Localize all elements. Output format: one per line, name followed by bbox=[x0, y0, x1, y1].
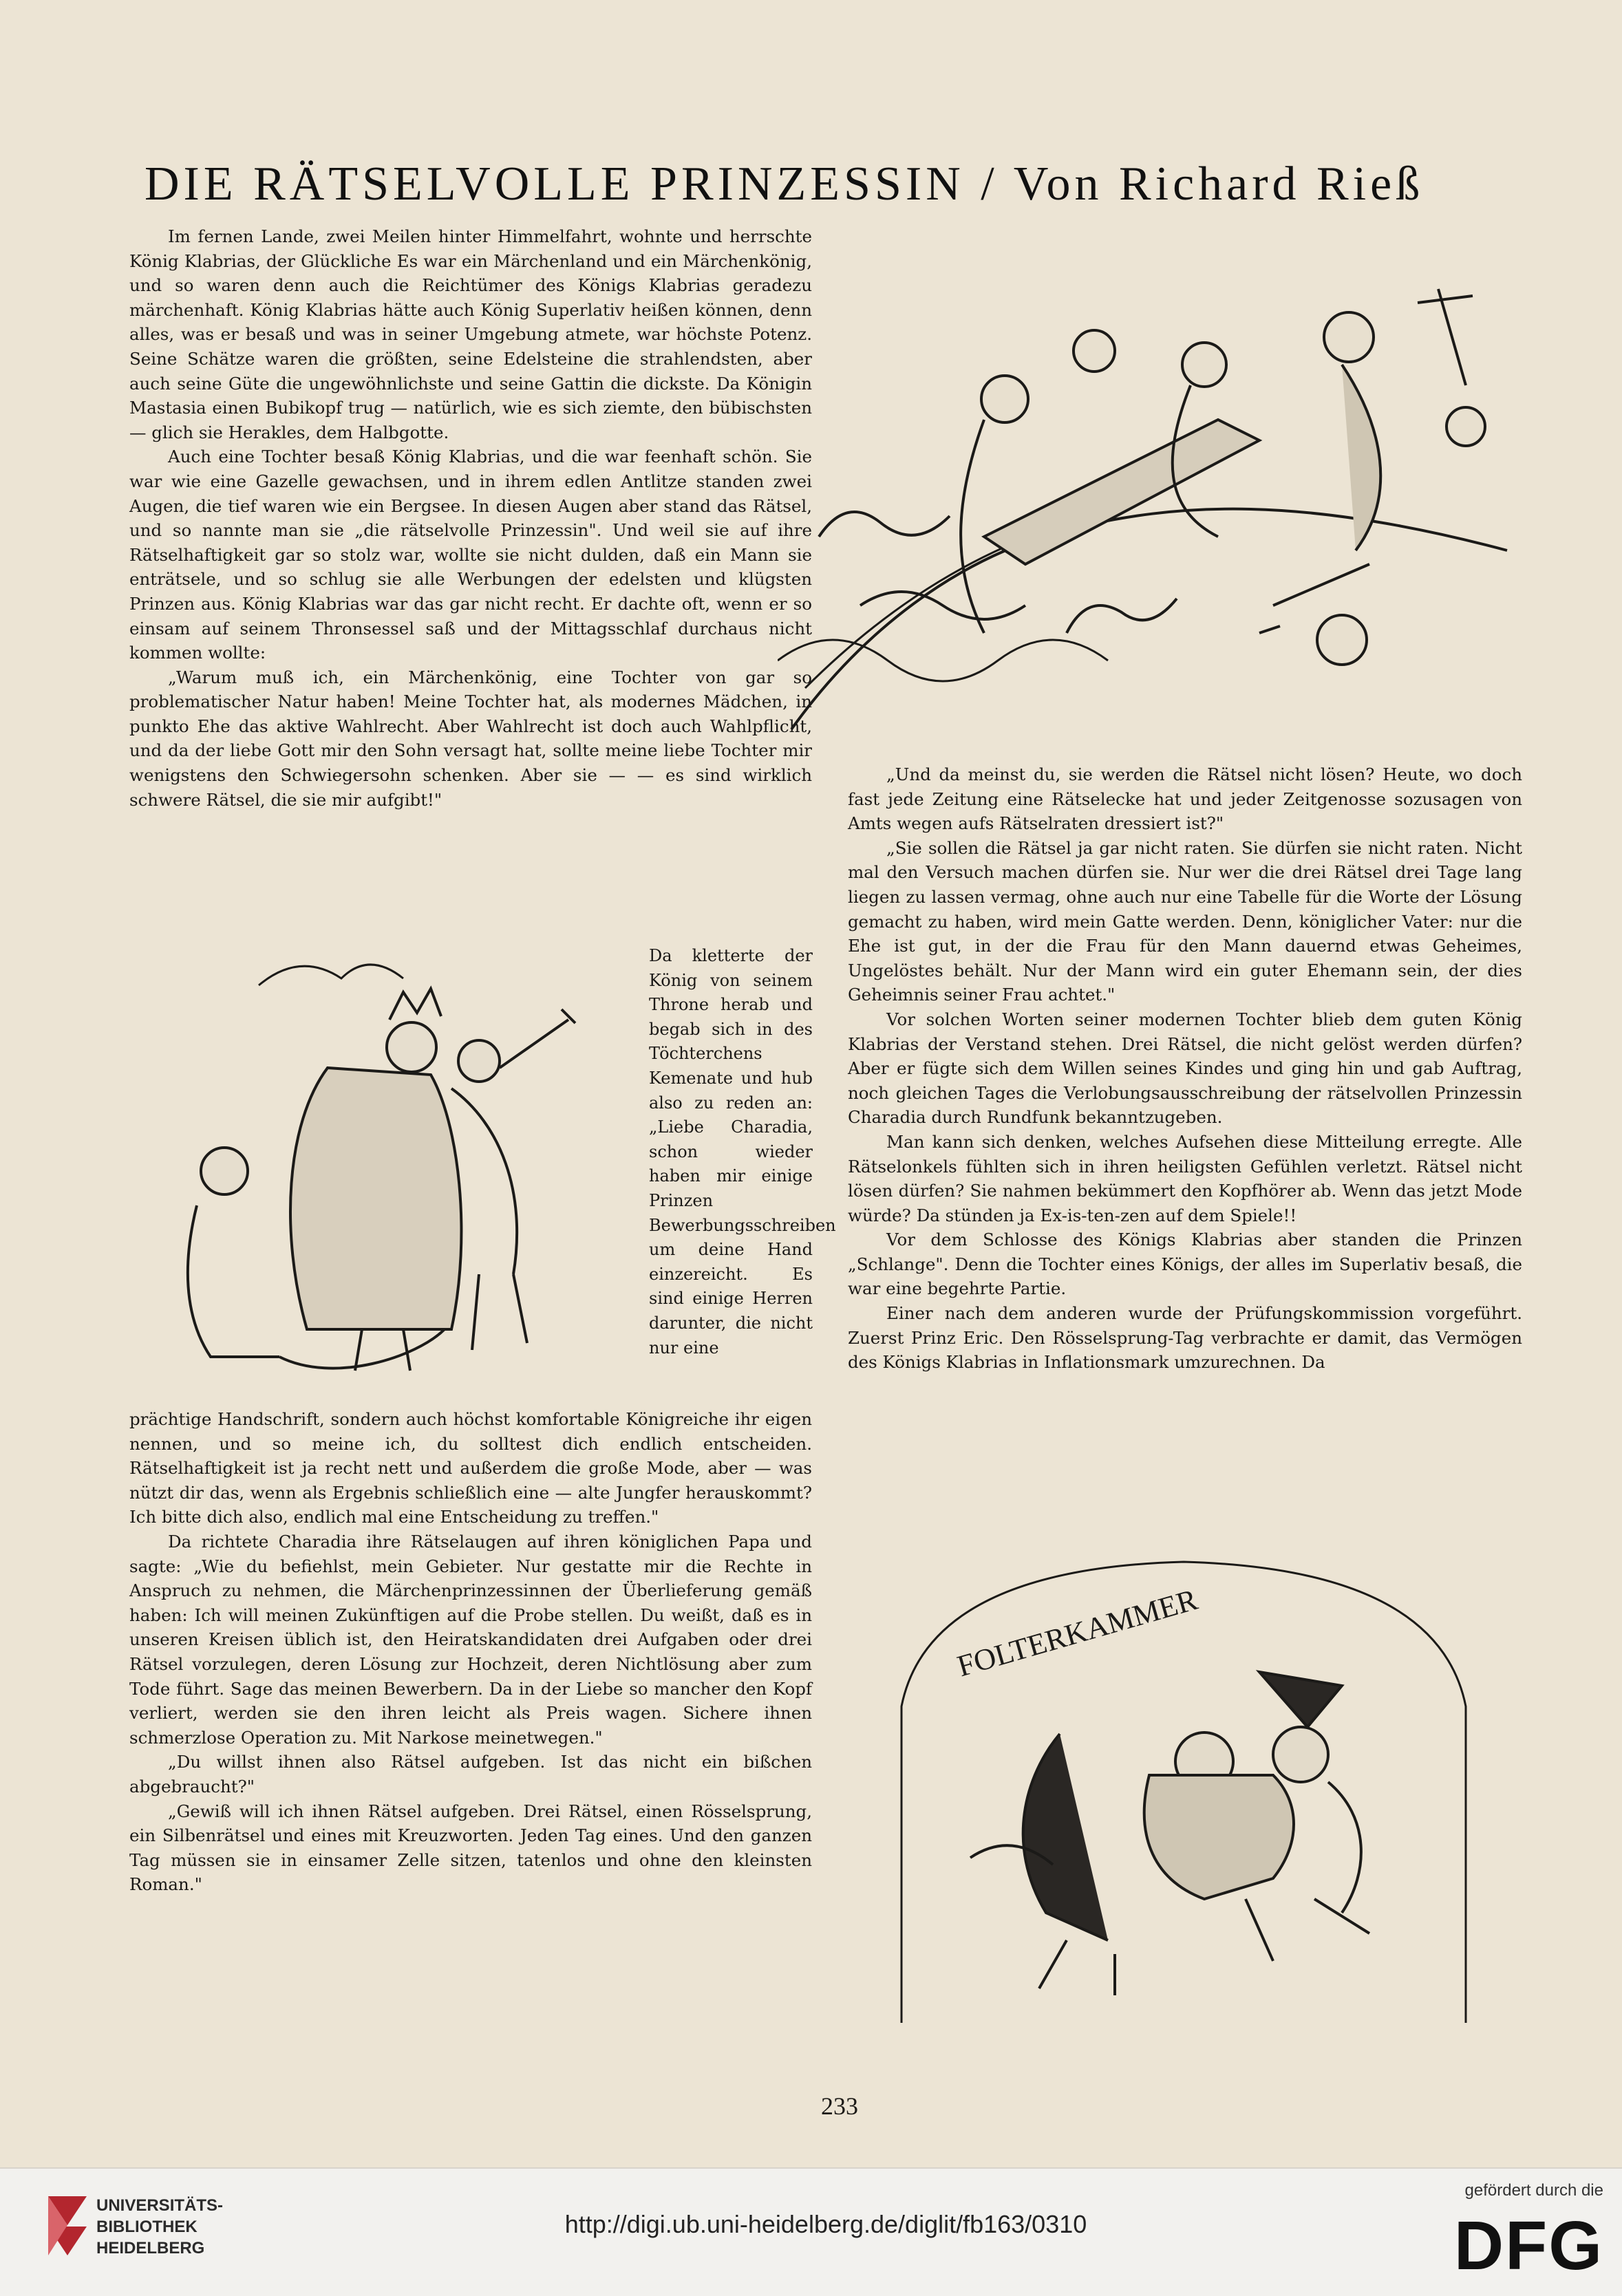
illustration-royal-court bbox=[778, 248, 1522, 743]
paragraph: „Gewiß will ich ihnen Rätsel aufgeben. Drei Rätsel, einen Rösselsprung, ein Silbenrätsel und eines mit Kreuzworten. Jeden Tag eines. Und den ganzen Tag müssen sie in einsamer Zelle sitzen, tatenlos und ohne den kleinsten Roman." bbox=[129, 1801, 812, 1895]
paragraph: prächtige Handschrift, sondern auch höchst komfortable Königreiche ihr eigen nennen, und so meine ich, du solltest dich endlich entscheiden. Rätselhaftigkeit ist ja recht nett und außerdem die große Mode, aber — was nützt dir das, wenn als Ergebnis schließlich eine — alte Jungfer herauskommt? Ich bitte dich also, endlich mal eine Entscheidung zu treffen." bbox=[129, 1409, 812, 1527]
permalink-url[interactable]: http://digi.ub.uni-heidelberg.de/diglit/fb163/0310 bbox=[564, 2210, 1087, 2238]
university-library-logo-icon[interactable] bbox=[48, 2196, 87, 2255]
university-library-name[interactable]: UNIVERSITÄTS- BIBLIOTHEK HEIDELBERG bbox=[96, 2196, 224, 2257]
article-title: DIE RÄTSELVOLLE PRINZESSIN / Von Richard Rieß bbox=[145, 158, 1424, 211]
left-column-top bbox=[129, 224, 812, 943]
paragraph: Da richtete Charadia ihre Rätselaugen auf ihren königlichen Papa und sagte: „Wie du befiehlst, mein Gebieter. Nur gestatte mir die Rechte in Anspruch zu nehmen, die Märchenprinzessinnen der Überlieferung gemäß haben: Ich will meinen Zukünftigen auf die Probe stellen. Du weißt, daß es in unseren Kreisen üblich ist, den Heiratskandidaten drei Aufgaben oder drei Rätsel vorzulegen, deren Lösung zur Hochzeit, deren Nichtlösung aber zum Tode führt. Sage das meinen Bewerbern. Da in der Liebe so mancher den Kopf verliert, werden sie den ihren leicht als Preis wagen. Sichere ihnen schmerzlose Operation zu. Mit Narkose meinetwegen." bbox=[129, 1531, 812, 1748]
paragraph: Im fernen Lande, zwei Meilen hinter Himmelfahrt, wohnte und herrschte König Klabrias, der Glückliche Es war ein Märchenland und ein Märchenkönig, und so waren denn auch die Reichtümer des Königs Klabrias geradezu märchenhaft. König Klabrias hätte auch König Superlativ heißen können, denn alles, was er besaß und was in seiner Umgebung atmete, war höchste Potenz. Seine Schätze waren die größten, seine Edelsteine die strahlendsten, aber auch seine Güte die ungewöhnlichste und seine Gattin die dickste. Da Königin Mastasia einen Bubikopf trug — natürlich, wie es sich ziemte, den bübischsten — glich sie Herakles, dem Halbgotte. bbox=[129, 226, 812, 442]
paragraph: Einer nach dem anderen wurde der Prüfungskommission vorgeführt. Zuerst Prinz Eric. Den Rösselsprung-Tag verbrachte er damit, das Vermögen des Königs Klabrias in Inflationsmark umzurechnen. Da bbox=[848, 1303, 1522, 1373]
illustration-king-and-daughter bbox=[156, 944, 648, 1384]
paragraph: Vor solchen Worten seiner modernen Tochter blieb dem guten König Klabrias der Verstand stehen. Drei Rätsel, die nicht gelöst werden dürfen? Aber er fügte sich dem Willen seines Kindes und ging hin und gab Auftrag, noch gleichen Tages die Verlobungsausschreibung der rätselvollen Prinzessin Charadia durch Rundfunk bekanntzugeben. bbox=[848, 1009, 1522, 1128]
paragraph: Auch eine Tochter besaß König Klabrias, und die war feenhaft schön. Sie war wie eine Gazelle gewachsen, und in ihrem edlen Antlitze standen zwei Augen, die tief waren wie ein Bergsee. In diesen Augen aber stand das Rätsel, und so nannte man sie „die rätselvolle Prinzessin". Und weil sie auf ihre Rätselhaftigkeit gar so stolz war, wollte sie nicht dulden, daß ein Mann sie enträtsele, und so schlug sie alle Werbungen der edelsten und klügsten Prinzen aus. König Klabrias war das gar nicht recht. Er dachte oft, wenn er so einsam auf seinem Thronsessel saß und der Mittagsschlaf durchaus nicht kommen wollte: bbox=[129, 447, 812, 663]
illustration-caption: FOLTERKAMMER bbox=[953, 1582, 1202, 1684]
paragraph: „Warum muß ich, ein Märchenkönig, eine Tochter von gar so problematischer Natur haben! Meine Tochter hat, als modernes Mädchen, in punkto Ehe das aktive Wahlrecht. Aber Wahlrecht ist doch auch Wahlpflicht, und da der liebe Gott mir den Sohn versagt hat, sollte meine liebe Tochter mir wenigstens den Schwiegersohn schenken. Aber sie — — es sind wirklich schwere Rätsel, die sie mir aufgibt!" bbox=[129, 667, 812, 810]
paragraph: Man kann sich denken, welches Aufsehen diese Mitteilung erregte. Alle Rätselonkels fühlten sich in ihren heiligsten Gefühlen verletzt. Rätsel nicht lösen dürfen? Sie nahmen bekümmert den Kopfhörer ab. Wenn das jetzt Mode würde? Da stünden ja Ex-is-ten-zen auf dem Spiele!! bbox=[848, 1131, 1522, 1225]
left-column-narrow bbox=[649, 944, 836, 1384]
sponsor-caption: gefördert durch die bbox=[1464, 2181, 1603, 2200]
viewer-footer bbox=[0, 2167, 1622, 2296]
paragraph: „Du willst ihnen also Rätsel aufgeben. Ist das nicht ein bißchen abgebraucht?" bbox=[129, 1752, 812, 1796]
paragraph: „Und da meinst du, sie werden die Rätsel nicht lösen? Heute, wo doch fast jede Zeitung eine Rätselecke hat und jeder Zeitgenosse sozusagen von Amts wegen aufs Rätselraten dressiert ist?" bbox=[848, 764, 1522, 834]
illustration-torture-chamber bbox=[888, 1555, 1480, 2030]
left-column-bottom bbox=[129, 1407, 812, 1992]
paragraph: „Sie sollen die Rätsel ja gar nicht raten. Sie dürfen sie nicht raten. Nicht mal den Versuch machen dürfen sie. Nur wer die drei Rätsel drei Tage lang liegen zu lassen vermag, ohne auch nur eine Tabelle für die Worte der Lösung gemacht zu haben, wird mein Gatte werden. Denn, königlicher Vater: nur die Ehe ist gut, in der die Frau für den Mann dauernd etwas Geheimes, Ungelöstes behält. Nur der Mann wird ein guter Ehemann sein, der dies Geheimnis seiner Frau achtet." bbox=[848, 837, 1522, 1005]
paragraph: Vor dem Schlosse des Königs Klabrias aber standen die Prinzen „Schlange". Denn die Tochter eines Königs, der alles im Superlativ besaß, die war eine begehrte Partie. bbox=[848, 1230, 1522, 1299]
page-number: 233 bbox=[821, 2092, 858, 2120]
paragraph: Da kletterte der König von seinem Throne herab und begab sich in des Töchterchens Kemenate und hub also zu reden an: „Liebe Charadia, schon wieder haben mir einige Prinzen Bewerbungsschreiben um deine Hand einzereicht. Es sind einige Herren darunter, die nicht nur eine bbox=[649, 946, 836, 1358]
dfg-logo[interactable]: DFG bbox=[1453, 2207, 1603, 2284]
right-column bbox=[848, 762, 1522, 1533]
